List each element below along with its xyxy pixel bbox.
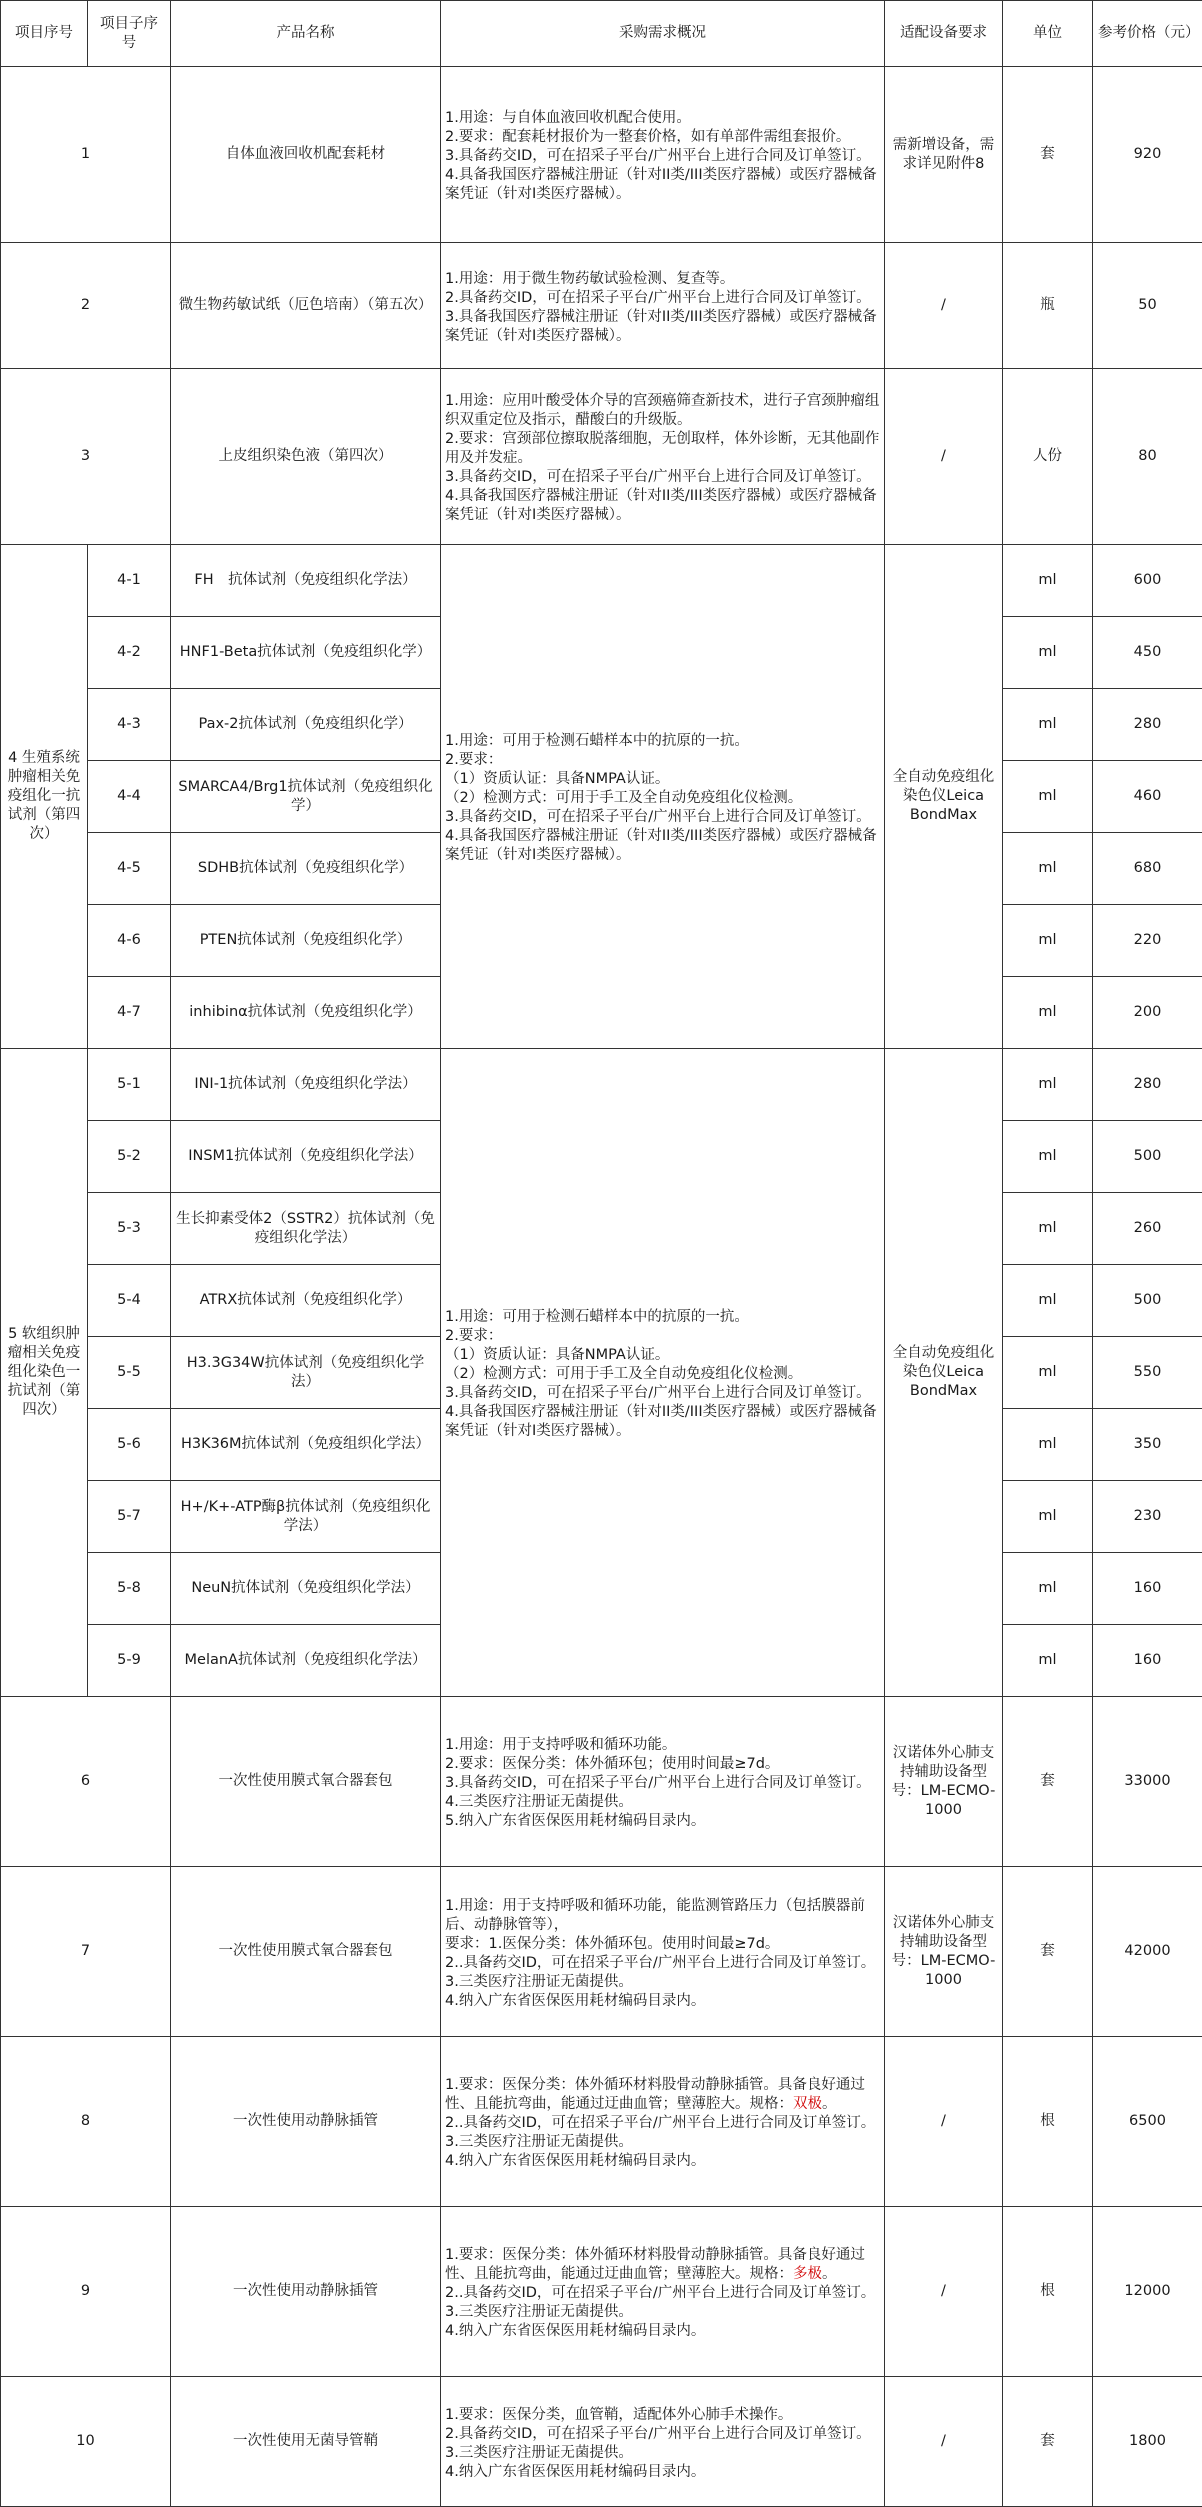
project-no: 10 bbox=[1, 2377, 171, 2507]
sub-no: 4-1 bbox=[88, 545, 171, 617]
unit: 人份 bbox=[1003, 369, 1093, 545]
price: 460 bbox=[1093, 761, 1202, 833]
product-name: 生长抑素受体2（SSTR2）抗体试剂（免疫组织化学法） bbox=[171, 1193, 441, 1265]
sub-no: 4-7 bbox=[88, 977, 171, 1049]
price: 42000 bbox=[1093, 1867, 1202, 2037]
group-4-device: 全自动免疫组化染色仪Leica BondMax bbox=[885, 545, 1003, 1049]
unit: ml bbox=[1003, 1049, 1093, 1121]
price: 500 bbox=[1093, 1265, 1202, 1337]
header-row bbox=[1, 1, 1202, 67]
sub-no: 5-1 bbox=[88, 1049, 171, 1121]
product-name: 一次性使用膜式氧合器套包 bbox=[171, 1697, 441, 1867]
unit: ml bbox=[1003, 1481, 1093, 1553]
price: 450 bbox=[1093, 617, 1202, 689]
unit: ml bbox=[1003, 1265, 1093, 1337]
price: 500 bbox=[1093, 1121, 1202, 1193]
product-name: ATRX抗体试剂（免疫组织化学） bbox=[171, 1265, 441, 1337]
sub-no: 4-6 bbox=[88, 905, 171, 977]
unit: ml bbox=[1003, 905, 1093, 977]
device-requirement: / bbox=[885, 2207, 1003, 2377]
unit: 套 bbox=[1003, 67, 1093, 243]
sub-no: 4-4 bbox=[88, 761, 171, 833]
product-name: H3K36M抗体试剂（免疫组织化学法） bbox=[171, 1409, 441, 1481]
table-row bbox=[1, 1049, 1202, 1121]
sub-no: 5-3 bbox=[88, 1193, 171, 1265]
project-no: 1 bbox=[1, 67, 171, 243]
group-5-device: 全自动免疫组化染色仪Leica BondMax bbox=[885, 1049, 1003, 1697]
product-name: HNF1-Beta抗体试剂（免疫组织化学） bbox=[171, 617, 441, 689]
requirements: 1.用途：与自体血液回收机配合使用。 2.要求：配套耗材报价为一整套价格，如有单部件需组套报价。 3.具备药交ID，可在招采子平台/广州平台上进行合同及订单签订。 4.具备我国医疗器械注册证（针对II类/III类医疗器械）或医疗器械备案凭证（针对I类医疗器械）。 bbox=[441, 67, 885, 243]
product-name: SMARCA4/Brg1抗体试剂（免疫组织化学） bbox=[171, 761, 441, 833]
table-row bbox=[1, 2207, 1202, 2377]
unit: ml bbox=[1003, 617, 1093, 689]
group-4-label: 4 生殖系统肿瘤相关免疫组化一抗试剂（第四次） bbox=[1, 545, 88, 1049]
unit: 瓶 bbox=[1003, 243, 1093, 369]
requirements: 1.要求：医保分类：体外循环材料股骨动静脉插管。具备良好通过性、且能抗弯曲，能通过迂曲血管；壁薄腔大。规格：双极。 2..具备药交ID，可在招采子平台/广州平台上进行合同及订单签订。 3.三类医疗注册证无菌提供。 4.纳入广东省医保医用耗材编码目录内。 bbox=[441, 2037, 885, 2207]
header-price: 参考价格（元） bbox=[1093, 1, 1202, 67]
device-requirement: / bbox=[885, 369, 1003, 545]
group-4-requirements: 1.用途：可用于检测石蜡样本中的抗原的一抗。 2.要求： （1）资质认证：具备NMPA认证。 （2）检测方式：可用于手工及全自动免疫组化仪检测。 3.具备药交ID，可在招采子平台/广州平台上进行合同及订单签订。 4.具备我国医疗器械注册证（针对II类/III类医疗器械）或医疗器械备案凭证（针对I类医疗器械）。 bbox=[441, 545, 885, 1049]
requirements: 1.用途：应用叶酸受体介导的宫颈癌筛查新技术，进行子宫颈肿瘤组织双重定位及指示，醋酸白的升级版。 2.要求：宫颈部位擦取脱落细胞，无创取样，体外诊断，无其他副作用及并发症。 3.具备药交ID，可在招采子平台/广州平台上进行合同及订单签订。 4.具备我国医疗器械注册证（针对II类/III类医疗器械）或医疗器械备案凭证（针对I类医疗器械）。 bbox=[441, 369, 885, 545]
unit: ml bbox=[1003, 977, 1093, 1049]
header-unit: 单位 bbox=[1003, 1, 1093, 67]
price: 33000 bbox=[1093, 1697, 1202, 1867]
product-name: NeuN抗体试剂（免疫组织化学法） bbox=[171, 1553, 441, 1625]
unit: 套 bbox=[1003, 1697, 1093, 1867]
price: 160 bbox=[1093, 1553, 1202, 1625]
product-name: INI-1抗体试剂（免疫组织化学法） bbox=[171, 1049, 441, 1121]
product-name: INSM1抗体试剂（免疫组织化学法） bbox=[171, 1121, 441, 1193]
unit: ml bbox=[1003, 833, 1093, 905]
product-name: H+/K+-ATP酶β抗体试剂（免疫组织化学法） bbox=[171, 1481, 441, 1553]
unit: ml bbox=[1003, 689, 1093, 761]
device-requirement: 汉诺体外心肺支持辅助设备型号：LM-ECMO-1000 bbox=[885, 1867, 1003, 2037]
unit: ml bbox=[1003, 1337, 1093, 1409]
header-requirements: 采购需求概况 bbox=[441, 1, 885, 67]
table-row bbox=[1, 1867, 1202, 2037]
product-name: 一次性使用动静脉插管 bbox=[171, 2037, 441, 2207]
group-5-label: 5 软组织肿瘤相关免疫组化染色一抗试剂（第四次） bbox=[1, 1049, 88, 1697]
sub-no: 4-5 bbox=[88, 833, 171, 905]
sub-no: 5-4 bbox=[88, 1265, 171, 1337]
project-no: 9 bbox=[1, 2207, 171, 2377]
requirements: 1.用途：用于支持呼吸和循环功能。 2.要求：医保分类：体外循环包；使用时间最≥7d。 3.具备药交ID，可在招采子平台/广州平台上进行合同及订单签订。 4.三类医疗注册证无菌提供。 5.纳入广东省医保医用耗材编码目录内。 bbox=[441, 1697, 885, 1867]
project-no: 8 bbox=[1, 2037, 171, 2207]
sub-no: 5-8 bbox=[88, 1553, 171, 1625]
requirements: 1.用途：用于微生物药敏试验检测、复查等。 2.具备药交ID，可在招采子平台/广州平台上进行合同及订单签订。 3.具备我国医疗器械注册证（针对II类/III类医疗器械）或医疗器械备案凭证（针对I类医疗器械）。 bbox=[441, 243, 885, 369]
price: 350 bbox=[1093, 1409, 1202, 1481]
unit: ml bbox=[1003, 1121, 1093, 1193]
spec-highlight: 双极 bbox=[793, 2096, 822, 2112]
device-requirement: 汉诺体外心肺支持辅助设备型号：LM-ECMO-1000 bbox=[885, 1697, 1003, 1867]
price: 600 bbox=[1093, 545, 1202, 617]
product-name: 上皮组织染色液（第四次） bbox=[171, 369, 441, 545]
price: 230 bbox=[1093, 1481, 1202, 1553]
table-row bbox=[1, 67, 1202, 243]
table-row bbox=[1, 243, 1202, 369]
header-sub-no: 项目子序号 bbox=[88, 1, 171, 67]
product-name: 微生物药敏试纸（厄色培南）（第五次） bbox=[171, 243, 441, 369]
group-5-requirements: 1.用途：可用于检测石蜡样本中的抗原的一抗。 2.要求： （1）资质认证：具备NMPA认证。 （2）检测方式：可用于手工及全自动免疫组化仪检测。 3.具备药交ID，可在招采子平台/广州平台上进行合同及订单签订。 4.具备我国医疗器械注册证（针对II类/III类医疗器械）或医疗器械备案凭证（针对I类医疗器械）。 bbox=[441, 1049, 885, 1697]
table-row bbox=[1, 2037, 1202, 2207]
header-device: 适配设备要求 bbox=[885, 1, 1003, 67]
project-no: 6 bbox=[1, 1697, 171, 1867]
unit: ml bbox=[1003, 545, 1093, 617]
header-project-no: 项目序号 bbox=[1, 1, 88, 67]
price: 80 bbox=[1093, 369, 1202, 545]
sub-no: 5-7 bbox=[88, 1481, 171, 1553]
unit: 套 bbox=[1003, 1867, 1093, 2037]
price: 6500 bbox=[1093, 2037, 1202, 2207]
header-product-name: 产品名称 bbox=[171, 1, 441, 67]
table-row bbox=[1, 1697, 1202, 1867]
sub-no: 4-2 bbox=[88, 617, 171, 689]
product-name: MelanA抗体试剂（免疫组织化学法） bbox=[171, 1625, 441, 1697]
device-requirement: 需新增设备，需求详见附件8 bbox=[885, 67, 1003, 243]
price: 50 bbox=[1093, 243, 1202, 369]
price: 280 bbox=[1093, 689, 1202, 761]
requirements: 1.用途：用于支持呼吸和循环功能，能监测管路压力（包括膜器前后、动静脉管等）， 要求：1.医保分类：体外循环包。使用时间最≥7d。 2..具备药交ID，可在招采子平台/广州平台上进行合同及订单签订。 3.三类医疗注册证无菌提供。 4.纳入广东省医保医用耗材编码目录内。 bbox=[441, 1867, 885, 2037]
price: 680 bbox=[1093, 833, 1202, 905]
sub-no: 5-9 bbox=[88, 1625, 171, 1697]
table-row bbox=[1, 369, 1202, 545]
price: 920 bbox=[1093, 67, 1202, 243]
price: 550 bbox=[1093, 1337, 1202, 1409]
project-no: 7 bbox=[1, 1867, 171, 2037]
device-requirement: / bbox=[885, 2037, 1003, 2207]
requirements: 1.要求：医保分类，血管鞘，适配体外心肺手术操作。 2.具备药交ID，可在招采子平台/广州平台上进行合同及订单签订。 3.三类医疗注册证无菌提供。 4.纳入广东省医保医用耗材编码目录内。 bbox=[441, 2377, 885, 2507]
price: 1800 bbox=[1093, 2377, 1202, 2507]
device-requirement: / bbox=[885, 243, 1003, 369]
product-name: 一次性使用膜式氧合器套包 bbox=[171, 1867, 441, 2037]
device-requirement: / bbox=[885, 2377, 1003, 2507]
price: 220 bbox=[1093, 905, 1202, 977]
price: 260 bbox=[1093, 1193, 1202, 1265]
product-name: 自体血液回收机配套耗材 bbox=[171, 67, 441, 243]
unit: ml bbox=[1003, 1553, 1093, 1625]
table-row bbox=[1, 545, 1202, 617]
price: 280 bbox=[1093, 1049, 1202, 1121]
product-name: H3.3G34W抗体试剂（免疫组织化学法） bbox=[171, 1337, 441, 1409]
unit: ml bbox=[1003, 1625, 1093, 1697]
unit: ml bbox=[1003, 1409, 1093, 1481]
project-no: 3 bbox=[1, 369, 171, 545]
product-name: Pax-2抗体试剂（免疫组织化学） bbox=[171, 689, 441, 761]
spec-highlight: 多极 bbox=[793, 2266, 822, 2282]
sub-no: 5-6 bbox=[88, 1409, 171, 1481]
unit: 套 bbox=[1003, 2377, 1093, 2507]
product-name: 一次性使用无菌导管鞘 bbox=[171, 2377, 441, 2507]
project-no: 2 bbox=[1, 243, 171, 369]
unit: 根 bbox=[1003, 2207, 1093, 2377]
product-name: PTEN抗体试剂（免疫组织化学） bbox=[171, 905, 441, 977]
sub-no: 5-5 bbox=[88, 1337, 171, 1409]
product-name: SDHB抗体试剂（免疫组织化学） bbox=[171, 833, 441, 905]
requirements: 1.要求：医保分类：体外循环材料股骨动静脉插管。具备良好通过性、且能抗弯曲，能通过迂曲血管；壁薄腔大。规格：多极。 2..具备药交ID，可在招采子平台/广州平台上进行合同及订单签订。 3.三类医疗注册证无菌提供。 4.纳入广东省医保医用耗材编码目录内。 bbox=[441, 2207, 885, 2377]
table-row bbox=[1, 2377, 1202, 2507]
product-name: FH 抗体试剂（免疫组织化学法） bbox=[171, 545, 441, 617]
sub-no: 5-2 bbox=[88, 1121, 171, 1193]
unit: ml bbox=[1003, 1193, 1093, 1265]
price: 12000 bbox=[1093, 2207, 1202, 2377]
price: 160 bbox=[1093, 1625, 1202, 1697]
product-name: inhibinα抗体试剂（免疫组织化学） bbox=[171, 977, 441, 1049]
product-name: 一次性使用动静脉插管 bbox=[171, 2207, 441, 2377]
unit: ml bbox=[1003, 761, 1093, 833]
unit: 根 bbox=[1003, 2037, 1093, 2207]
sub-no: 4-3 bbox=[88, 689, 171, 761]
price: 200 bbox=[1093, 977, 1202, 1049]
